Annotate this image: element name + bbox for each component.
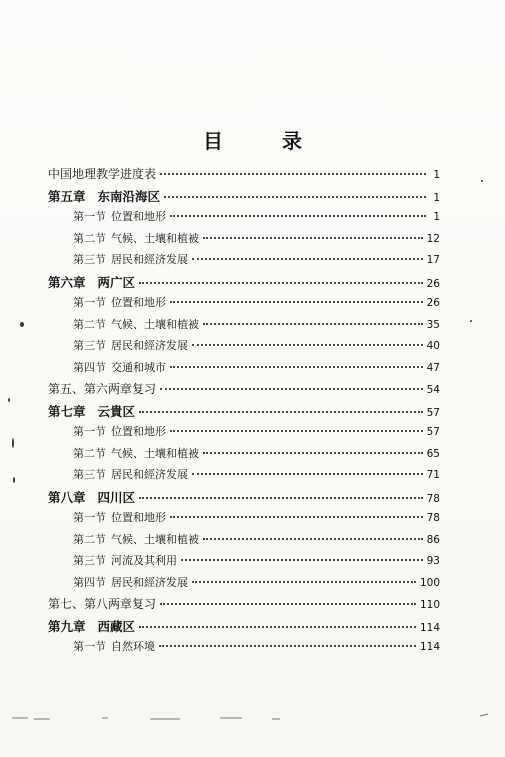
toc-page-number: 35 — [426, 318, 440, 331]
toc-page-number: 40 — [426, 340, 440, 352]
toc-entry-label: 居民和經济发展 — [111, 253, 188, 266]
toc-page-number: 86 — [426, 533, 440, 546]
toc-page-number: 47 — [426, 361, 440, 374]
toc-section-row — [48, 445, 440, 467]
toc-entry-number: 第六章 — [48, 274, 86, 290]
toc-entry-label: 气候、土壤和植被 — [111, 532, 199, 546]
toc-entry-number: 第一节 — [73, 640, 106, 653]
toc-entry-number: 第四节 — [73, 575, 106, 589]
toc-page-number: 17 — [426, 254, 440, 266]
toc-entry-number: 第三节 — [73, 468, 106, 481]
scan-speck — [8, 398, 10, 402]
dot-leader — [170, 516, 423, 518]
toc-entry-label: 云貴区 — [97, 403, 136, 419]
dot-leader — [170, 301, 423, 303]
scan-speck — [470, 320, 472, 322]
dot-leader — [164, 196, 426, 198]
toc-section-row — [48, 466, 440, 488]
toc-page-number: 93 — [426, 555, 440, 567]
toc-entry-number: 第一节 — [73, 210, 106, 223]
dot-leader — [192, 473, 423, 475]
toc-entry-label: 两广区 — [97, 274, 136, 290]
toc-entry-number: 第二节 — [73, 532, 106, 546]
toc-page-number: 114 — [419, 641, 440, 653]
toc-entry-label: 气候、土壤和植被 — [111, 317, 199, 331]
toc-entry-number: 第九章 — [48, 618, 86, 634]
toc-entry-number: 第三节 — [73, 339, 106, 352]
toc-chapter-row — [48, 402, 440, 424]
dot-leader — [203, 538, 423, 540]
toc-page-number: 100 — [419, 576, 440, 589]
dot-leader — [170, 430, 423, 432]
toc-chapter-row — [48, 595, 440, 617]
dot-leader — [203, 452, 423, 454]
toc-entry-label: 东南沿海区 — [97, 188, 161, 204]
toc-chapter-row — [48, 273, 440, 295]
toc-entry-label: 居民和經济发展 — [111, 339, 188, 352]
toc-page-number: 57 — [426, 426, 440, 438]
toc-page-number: 1 — [433, 191, 440, 204]
scan-speck — [13, 477, 15, 483]
toc-entry-label: 第五、第六两章复习 — [48, 382, 157, 396]
toc-entry-label: 河流及其利用 — [111, 554, 177, 567]
toc-section-row — [48, 359, 440, 381]
toc-entry-label: 位置和地形 — [111, 425, 166, 438]
toc-entry-label: 气候、土壤和植被 — [111, 231, 199, 245]
toc-page-number: 78 — [426, 512, 440, 524]
scan-speck — [20, 322, 24, 327]
dot-leader — [192, 581, 416, 583]
dot-leader — [139, 626, 416, 628]
toc-entry-number: 第四节 — [73, 360, 106, 374]
toc-entry-number: 第八章 — [48, 489, 86, 505]
toc-section-row — [48, 423, 440, 445]
dot-leader — [160, 603, 416, 605]
dot-leader — [160, 388, 423, 390]
toc-entry-number: 第二节 — [73, 446, 106, 460]
toc-chapter-row — [48, 165, 440, 187]
toc-section-row — [48, 230, 440, 252]
toc-entry-number: 第三节 — [73, 253, 106, 266]
dot-leader — [192, 344, 423, 346]
dot-leader — [203, 323, 423, 325]
toc-chapter-row — [48, 380, 440, 402]
dot-leader — [159, 645, 416, 647]
toc-section-row — [48, 294, 440, 316]
toc-page-number: 71 — [426, 469, 440, 481]
toc-entry-label: 位置和地形 — [111, 511, 166, 524]
toc-page-number: 110 — [419, 599, 440, 611]
toc-chapter-row — [48, 617, 440, 639]
toc-entry-number: 第三节 — [73, 554, 106, 567]
toc-entry-number: 第二节 — [73, 231, 106, 245]
table-of-contents — [48, 165, 440, 660]
toc-chapter-row — [48, 187, 440, 209]
dot-leader — [170, 366, 423, 368]
dot-leader — [192, 258, 423, 260]
toc-page-number: 54 — [426, 384, 440, 396]
dot-leader — [170, 215, 426, 217]
toc-page-number: 114 — [419, 621, 440, 634]
toc-section-row — [48, 509, 440, 531]
toc-page-number: 1 — [433, 211, 440, 223]
toc-section-row — [48, 574, 440, 596]
toc-page-number: 57 — [426, 406, 440, 419]
scan-speck — [12, 438, 14, 448]
scan-noise-marks — [10, 712, 490, 722]
toc-entry-label: 位置和地形 — [111, 296, 166, 309]
toc-section-row — [48, 251, 440, 273]
dot-leader — [203, 237, 423, 239]
toc-entry-label: 居民和經济发展 — [111, 468, 188, 481]
toc-page-number: 12 — [426, 232, 440, 245]
toc-section-row — [48, 337, 440, 359]
toc-entry-label: 西藏区 — [97, 618, 136, 634]
toc-section-row — [48, 552, 440, 574]
scan-speck — [481, 180, 483, 182]
toc-chapter-row — [48, 488, 440, 510]
dot-leader — [139, 411, 423, 413]
toc-entry-label: 第七、第八两章复习 — [48, 597, 157, 611]
dot-leader — [139, 497, 423, 499]
toc-entry-number: 第一节 — [73, 425, 106, 438]
toc-entry-number: 第七章 — [48, 403, 86, 419]
dot-leader — [160, 173, 426, 175]
toc-page-number: 26 — [426, 277, 440, 290]
toc-entry-number: 第一节 — [73, 296, 106, 309]
toc-entry-label: 气候、土壤和植被 — [111, 446, 199, 460]
toc-page-number: 65 — [426, 447, 440, 460]
toc-entry-label: 自然环境 — [111, 640, 155, 653]
toc-entry-label: 中国地理教学进度表 — [48, 167, 157, 181]
dot-leader — [139, 282, 423, 284]
toc-section-row — [48, 638, 440, 660]
dot-leader — [181, 559, 423, 561]
toc-section-row — [48, 208, 440, 230]
toc-section-row — [48, 531, 440, 553]
toc-section-row — [48, 316, 440, 338]
toc-page-number: 78 — [426, 492, 440, 505]
toc-entry-label: 交通和城市 — [111, 360, 166, 374]
toc-entry-label: 位置和地形 — [111, 210, 166, 223]
toc-entry-number: 第二节 — [73, 317, 106, 331]
toc-entry-number: 第五章 — [48, 188, 86, 204]
toc-entry-label: 四川区 — [97, 489, 136, 505]
toc-entry-label: 居民和經济发展 — [111, 575, 188, 589]
toc-page-number: 26 — [426, 297, 440, 309]
toc-page-number: 1 — [433, 169, 440, 181]
toc-entry-number: 第一节 — [73, 511, 106, 524]
page-title: 目 录 — [203, 129, 328, 153]
